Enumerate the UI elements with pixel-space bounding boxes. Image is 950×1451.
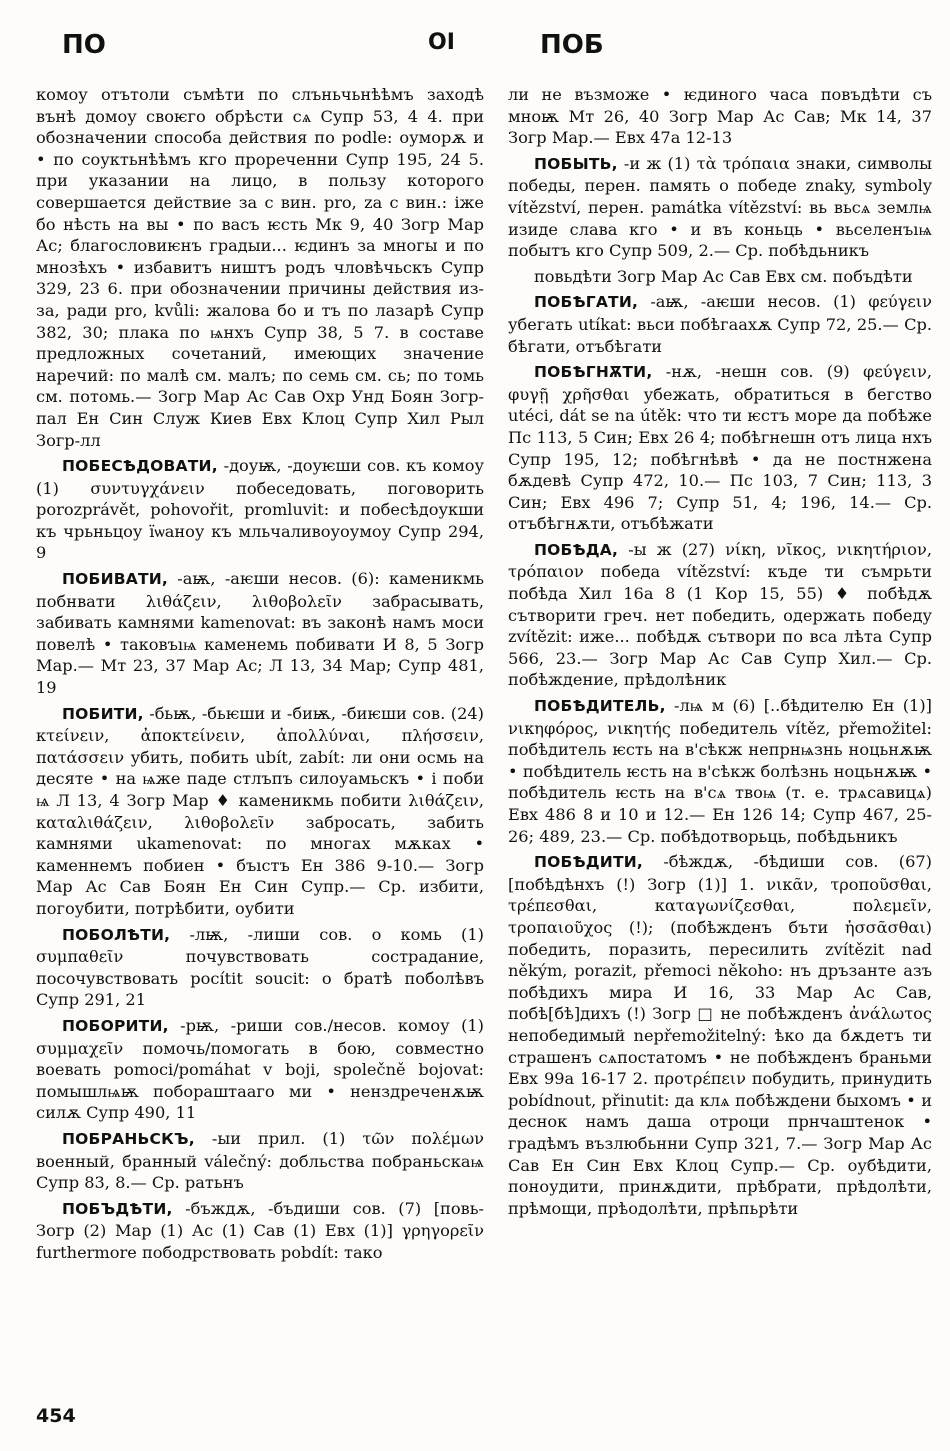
entry-body: -нѫ, -нешн сов. (9) φεύγειν, φυγῇ χρῆσθαι убежать, обратиться в бегство utéci, dát se na útěk: что ти ѥстъ море да побѣже Пс 113, 5 Син; Евх 26 4; побѣгнешн отъ лица нхъ Супр 195, 12; побѣгнѣвѣ • да не постнжена бѫдевѣ Супр 472, 10.— Пс 103, 7 Син; 113, 3 Син; Евх 496 7; Супр 51, 4; 196, 14.— Ср. отъбѣгнѫти, отъбѣжати [508,362,932,534]
entry-headword: ПОБѢДИТЕЛЬ, [534,697,666,716]
dictionary-entry [508,84,932,149]
entry-headword: ПОБЫТЬ, [534,154,618,173]
entry-body: -ы ж (27) νίκη, νῖκος, νικητήριον, τρόπαιον победа vítězství: къде ти съмрьти побѣда Хил 16а 8 (1 Кор 15, 55) ♦ побѣдѫ сътворити греч. нет победить, одержать победу zvítězit: иже... побѣдѫ сътвори по вса лѣта Супр 566, 23.— Зогр Мар Ас Сав Супр Хил.— Ср. побѣждение, прѣдолѣник [508,539,932,690]
dictionary-entry [36,1198,484,1264]
header-left-guide-word: ПО [62,30,106,60]
entry-headword: ПОБѢДА, [534,540,619,559]
entry-body: -аѭ, -аѥши несов. (1) φεύγειν убегать utíkat: вьси побѣгаахѫ Супр 72, 25.— Ср. бѣгати, отъбѣгати [508,292,932,356]
entry-body: -лѩ м (6) [..бѣдителю Ен (1)] νικηφόρος, νικητής победитель vítěz, přemožitel: побѣдитель ѥсть на в'сѣкж непрнѩзнь ноцьнѫѭ • побѣдитель ѥсть на в'сѣкж болѣзнь ноцьнѫѭ • побѣдитель ѥсть на в'сѧ твоѩ (т. е. трѧсавицѧ) Евх 486 8 и 10 и 12.— Ен 126 14; Супр 467, 25-26; 489, 23.— Ср. побѣдотворьць, побѣдьникъ [508,696,932,846]
entry-body: -бьѭ, -бьѥши и -биѭ, -биѥши сов. (24) κτείνειν, ἀποκτείνειν, ἀπολλύναι, πλήσσειν, πατάσσειν убить, побить ubít, zabít: ли они осмь на десяте • на ѩже паде стлъпъ силоуамьскъ • і поби ѩ Л 13, 4 Зогр Мар ♦ каменикмь побити λιθάζειν, καταλιθάζειν, λιθοβολεῖν забросать, забить камнями ukamenovat: по многах мѫкаx • каменнемъ побиен • бъıстъ Ен 386 9-10.— Зогр Мар Ас Сав Боян Ен Син Супр.— Ср. избити, погоубити, потрѣбити, оубити [36,703,484,918]
entry-headword: ПОБИВАТИ, [62,570,168,589]
dictionary-entry [508,361,932,535]
left-column [36,84,484,1387]
dictionary-entry [36,568,484,699]
entry-body: повьдѣти Зогр Мар Ас Сав Евх см. побъдѣти [534,266,913,286]
entry-headword: ПОБЪДѢТИ, [62,1199,173,1218]
dictionary-entry [36,1015,484,1124]
entry-headword: ПОБЕСѢДОВАТИ, [62,457,218,476]
entry-headword: ПОБОРИТИ, [62,1016,169,1035]
entry-headword: ПОБѢДИТИ, [534,853,643,872]
header-right-guide-word: ПОБ [540,30,604,60]
dictionary-entry [508,266,932,288]
entry-headword: ПОБОЛѢТИ, [62,925,171,944]
dictionary-entry [36,455,484,564]
dictionary-entry [508,291,932,357]
running-header [36,30,914,70]
dictionary-entry [508,851,932,1219]
entry-headword: ПОБѢГНѪТИ, [534,363,653,382]
dictionary-entry [36,84,484,451]
entry-body: -ыи прил. (1) τῶν πολέμων военный, бранный válečný: добльства побраньскаѩ Супр 83, 8.— Ср. ратьнъ [36,1128,484,1193]
entry-headword: ПОБИТИ, [62,704,144,723]
dictionary-entry [508,695,932,847]
dictionary-entry [508,153,932,262]
entry-body: -аѭ, -аѥши несов. (6): каменикмь побнвати λιθάζειν, λιθοβολεῖν забрасывать, забивать камнями kamenovat: въ законѣ намъ моси повелѣ • таковъıѩ каменемь побивати И 8, 5 Зогр Мар.— Мт 23, 37 Мар Ас; Л 13, 34 Мар; Супр 481, 19 [36,569,484,698]
dictionary-entry [36,924,484,1011]
entry-body: ли не възможе • ѥдиного часа повъдѣти съ мноѭ Мт 26, 40 Зогр Мар Ас Сав; Мк 14, 37 Зогр Мар.— Евх 47а 12-13 [508,85,932,148]
header-center-mark: ОІ [428,30,455,55]
dictionary-entry [36,703,484,920]
entry-headword: ПОБРАНЬСКЪ, [62,1129,195,1148]
entry-body: -бѣждѫ, -бѣдиши сов. (67) [побѣдѣнхъ (!) Зогр (1)] 1. νικᾶν, τροποῦσθαι, τρέπεσθαι, καταγωνίζεσθαι, πολεμεῖν, τροπαιοῦχος (!); (побѣжденъ бъти ἡσσᾶσθαι) победить, поразить, пересилить zvítězit nad někým, porazit, přemoci někoho: нъ дръзанте азъ побѣдихъ мира И 16, 33 Мар Ас Сав, побѣ[бѣ]дихъ (!) Зогр □ не побѣжденъ ἀνάλωτος непобедимый nepřemožitelný: ѣко да бѫдетъ ти страшенъ сѧпостатомъ • не побѣжденъ браньми Евх 99а 16-17 2. προτρέπειν побудить, принудить pobídnout, přinutit: да клѧ побѣждени быхомъ • и деснок намъ даша отроци прнчаштенок • градѣмъ възлюбьнни Супр 321, 7.— Зогр Мар Ас Сав Ен Син Евх Клоц Супр.— Ср. оубѣдити, поноудити, принѫдити, прѣбрати, прѣдолѣти, прѣмощи, прѣодолѣти, прѣпьрѣти [508,852,932,1218]
entry-body: -и ж (1) τὰ τρόπαια знаки, символы победы, перен. память о победе znaky, symboly vítězství, перен. památka vítězství: вь вьсѧ землѩ изиде слава кго • и въ коньць • вьселенъıѩ побытъ кго Супр 509, 2.— Ср. побѣдьникъ [508,153,932,261]
dictionary-entry [36,1128,484,1194]
page-number: 454 [36,1405,76,1427]
entry-headword: ПОБѢГАТИ, [534,293,639,312]
entry-body: -бъждѫ, -бъдиши сов. (7) [повь- Зогр (2) Мар (1) Ас (1) Сав (1) Евх (1)] γρηγορεῖν furthermore пободрствовать pobdít: тако [36,1198,484,1262]
entry-body: -рѭ, -риши сов./несов. комоу (1) συμμαχεῖν помочь/помогать в бою, совместно воевать pomoci/pomáhat v boji, společně bojovat: помышлѩѭ побораштаaго ми • ненздреченѫѭ силѫ Супр 490, 11 [36,1015,484,1123]
entry-body: -лѭ, -лиши сов. о комь (1) συμπαθεῖν почувствовать сострадание, посочувствовать pocítit soucit: о братѣ поболѣвъ Супр 291, 21 [36,924,484,1010]
dictionary-entry [508,539,932,691]
right-column [508,84,932,1387]
entry-body: -доуѭ, -доуѥши сов. къ комоу (1) συντυγχάνειν побеседовать, поговорить porozprávět, pohovořit, promluvit: и побесѣдоукши къ чрьньцоу їѡаноу къ мльчаливоуоумоу Супр 294, 9 [36,456,484,563]
entry-body: комоу отътоли съмѣти по слъньчьнѣѣмъ заходѣ вънѣ домоу своѥго обрѣсти сѧ Супр 53, 4 4. при обозначении способа действия по podle: оуморѫ и • по соуктьнѣѣмъ кго прореченни Супр 195, 24 5. при указании на лицо, в пользу которого совершается действие за с вин. pro, za с вин.: іже бо нѣсть на вы • по васъ ѥсть Мк 9, 40 Зогр Мар Ас; благословиѥнъ градыи... ѥдинъ за многы и по мнозѣхъ • избавитъ ништъ родъ чловѣчьскъ Супр 329, 23 6. при обозначении причины действия из-за, ради pro, kvůli: жалова бо и тъ по лазарѣ Супр 382, 30; плака по ѩнхъ Супр 38, 5 7. в составе предложных сочетаний, имеющих значение наречий: по малѣ см. малъ; по семь см. сь; по томь см. потомь.— Зогр Мар Ас Сав Охр Унд Боян Зогр-пал Ен Син Служ Киев Евх Клоц Супр Хил Рыл Зогр-лл [36,85,484,450]
